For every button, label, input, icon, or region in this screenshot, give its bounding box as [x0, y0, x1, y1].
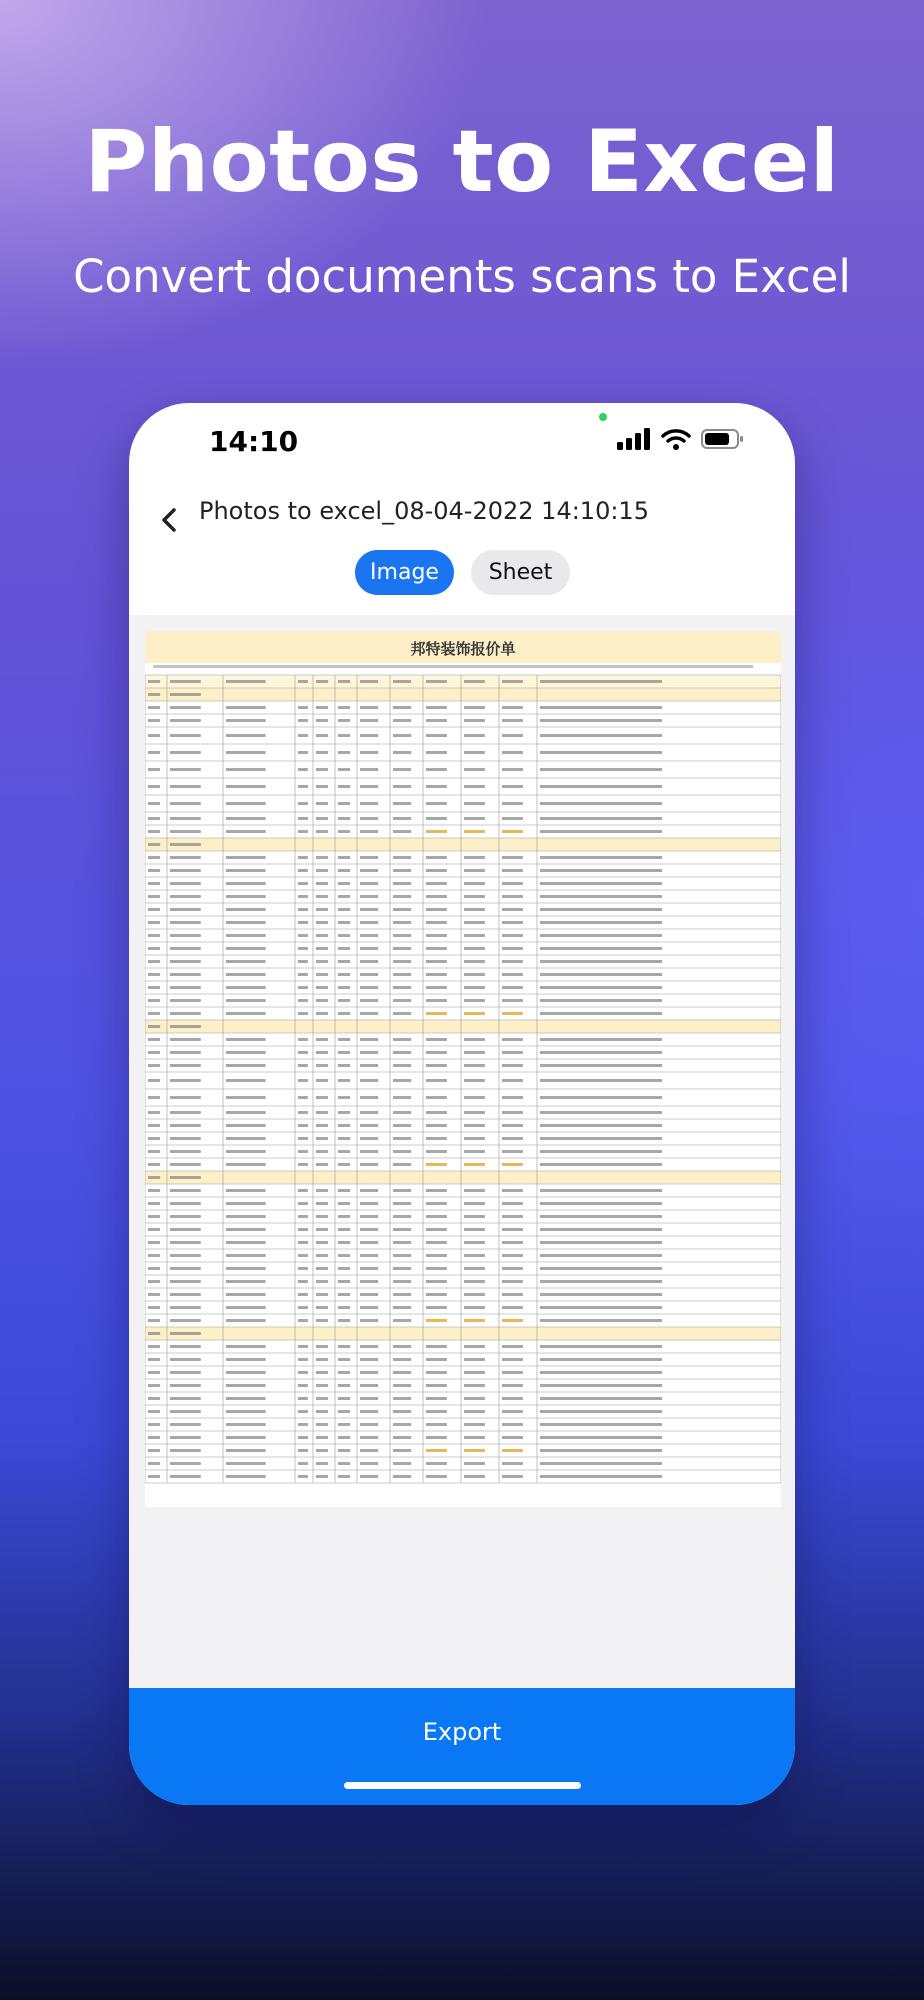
scanned-document [145, 631, 781, 1507]
scanned-spreadsheet-image [145, 631, 781, 1507]
camera-indicator [599, 413, 607, 421]
status-time: 14:10 [209, 425, 299, 458]
wifi-icon [661, 428, 691, 450]
signal-icon [617, 428, 651, 450]
hero-subtitle: Convert documents scans to Excel [73, 250, 851, 303]
hero-title: Photos to Excel [84, 112, 840, 212]
document-title: 邦特装饰报价单 [410, 640, 516, 658]
tab-image[interactable]: Image [355, 550, 454, 595]
nav-bar [129, 485, 795, 555]
nav-title: Photos to excel_08-04-2022 14:10:15 [199, 497, 649, 525]
status-icons [617, 428, 745, 450]
export-label: Export [422, 1718, 502, 1746]
tab-sheet[interactable]: Sheet [471, 550, 570, 595]
image-preview [129, 615, 795, 1690]
chevron-left-icon[interactable] [149, 495, 189, 545]
home-indicator [344, 1782, 581, 1789]
phone-frame [129, 403, 795, 1805]
battery-icon [701, 428, 745, 450]
